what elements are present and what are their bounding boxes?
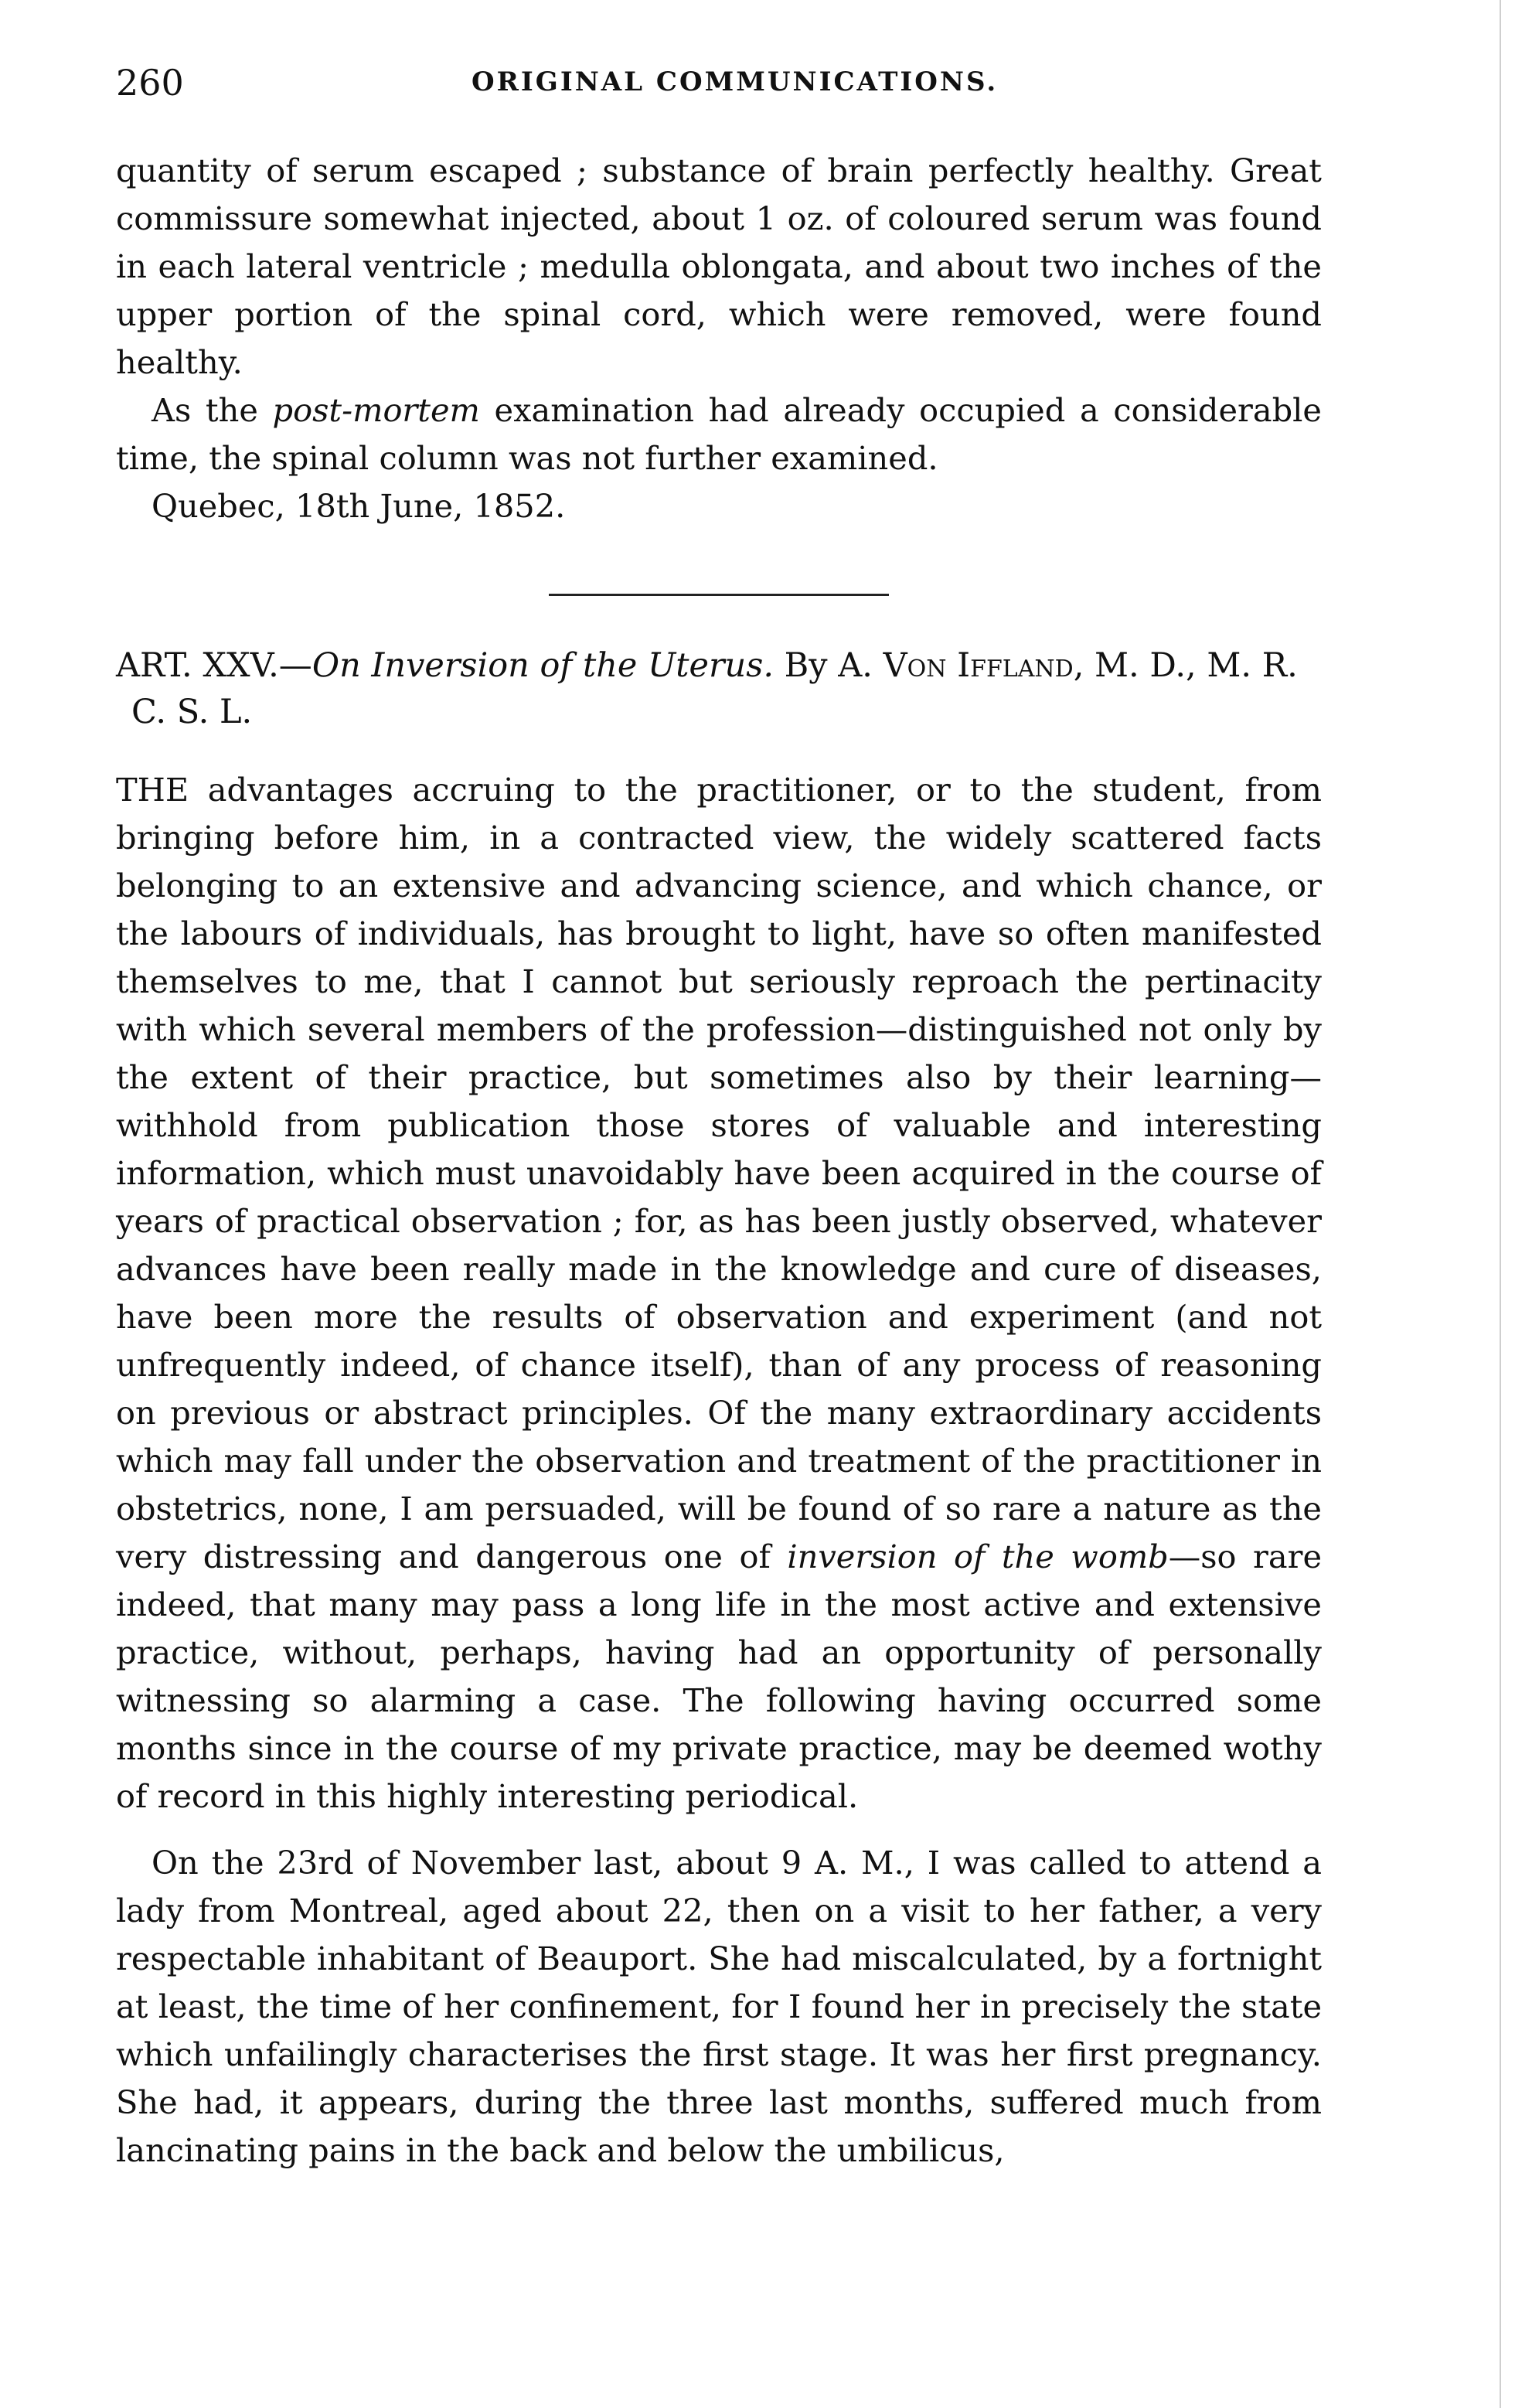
postmortem-text-end: examination had already occupied a considerable time, the spinal column was not further examined. [116,391,1322,477]
article-title: On Inversion of the Uterus. [312,646,774,685]
page-number: 260 [116,62,184,104]
dateline: Quebec, 18th June, 1852. [152,487,566,525]
article-paragraph-1 [116,766,1322,1820]
section-divider [549,594,889,596]
article-paragraph-2: On the 23rd of November last, about 9 A. M., I was called to attend a lady from Montreal, aged about 22, then on a visit to her father, a very respectable inhabitant of Beauport. She had miscalculated, by a fortnight at least, the time of her confinement, for I found her in precisely the state which unfailingly characterises the first stage. It was her first pregnancy. She had, it appears, during the three last months, suffered much from lancinating pains in the back and below the umbilicus, [116,1844,1322,2169]
article-p1-end: —so rare indeed, that many may pass a long life in the most active and extensive practice, without, perhaps, having had an opportunity of personally witnessing so alarming a case. The following having occurred some months since in the course of my private practice, may be deemed wothy of record in this highly interesting periodical. [116,1538,1322,1815]
continued-paragraph: quantity of serum escaped ; substance of brain perfectly healthy. Great commissure somewhat injected, about 1 oz. of coloured serum was found in each lateral ventricle ; medulla oblongata, and about two inches of the upper portion of the spinal cord, which were removed, were found healthy. [116,152,1322,381]
postmortem-italic: post-mortem [272,391,480,429]
article-p1-start: THE advantages accruing to the practitioner, or to the student, from bringing before him, in a contracted view, the widely scattered facts belonging to an extensive and advancing science, and which chance, or the labours of individuals, has brought to light, have so often manifested themselves to me, that I cannot but seriously reproach the pertinacity with which several members of the profession—distinguished not only by the extent of their practice, but sometimes also by their learning—withhold from publication those stores of valuable and interesting information, which must unavoidably have been acquired in the course of years of practical observation ; for, as has been justly observed, whatever advances have been really made in the knowledge and cure of diseases, have been more the results of observation and experiment (and not unfrequently indeed, of chance itself), than of any process of reasoning on previous or abstract principles. Of the many extraordinary accidents which may fall under the observation and treatment of the practitioner in obstetrics, none, I am persuaded, will be found of so rare a nature as the very distressing and dangerous one of [116,771,1322,1575]
article-p1-italic: inversion of the womb [787,1538,1169,1575]
postmortem-text-start: As the [152,391,273,429]
article-heading [116,642,1322,735]
article-number: ART. XXV.— [116,646,312,685]
postmortem-paragraph [116,387,1322,482]
document-page [116,62,1322,2175]
running-title: ORIGINAL COMMUNICATIONS. [472,66,999,97]
article-by: By A. [773,646,883,685]
article-author: Von Iffland [883,646,1074,685]
running-head [116,62,1322,116]
page-edge-line [1500,0,1501,2408]
article-degrees: , M. D., M. R. C. S. L. [131,646,1298,731]
